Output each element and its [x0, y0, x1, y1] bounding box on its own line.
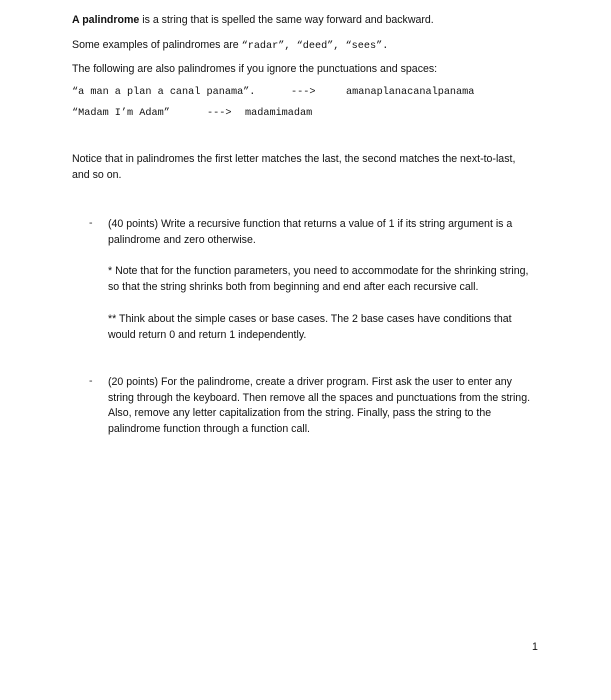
page-number: 1 [532, 641, 538, 653]
definition-text: is a string that is spelled the same way forward and backward. [139, 14, 434, 26]
task-2-text: (20 points) For the palindrome, create a driver program. First ask the user to enter any string through the keyboard. Then remove all the spaces and punctuations from the string. Also, remove any letter capitalization from the string. Finally, pass the string to the palindrome function through a function call. [108, 376, 531, 435]
definition-line [72, 13, 434, 29]
task-1-note-base-cases: ** Think about the simple cases or base cases. The 2 base cases have conditions that would return 0 and return 1 independently. [108, 313, 512, 341]
examples-line [72, 38, 388, 55]
example-result-2: madamimadam [245, 108, 313, 119]
task-1-note-shrinking-string: * Note that for the function parameters, you need to accommodate for the shrinking string, so that the string shrinks both from beginning and end after each recursive call. [108, 265, 529, 293]
examples-prefix: Some examples of palindromes are [72, 39, 242, 51]
example-arrow-2: ---> [207, 108, 232, 119]
task-2-bullet: - [89, 375, 93, 387]
example-phrase-1: “a man a plan a canal panama”. [72, 87, 256, 98]
example-phrase-2: “Madam I’m Adam” [72, 108, 170, 119]
notice-paragraph: Notice that in palindromes the first letter matches the last, the second matches the next-to-last, and so on. [72, 153, 516, 181]
examples-words: “radar”, “deed”, “sees”. [241, 41, 389, 52]
ignore-punctuation-line: The following are also palindromes if you ignore the punctuations and spaces: [72, 63, 438, 75]
example-result-1: amanaplanacanalpanama [346, 87, 475, 98]
definition-term: A palindrome [72, 14, 140, 26]
task-1-text: (40 points) Write a recursive function that returns a value of 1 if its string argument is a palindrome and zero otherwise. [108, 218, 513, 246]
example-arrow-1: ---> [291, 87, 316, 98]
task-1-bullet: - [89, 217, 93, 229]
